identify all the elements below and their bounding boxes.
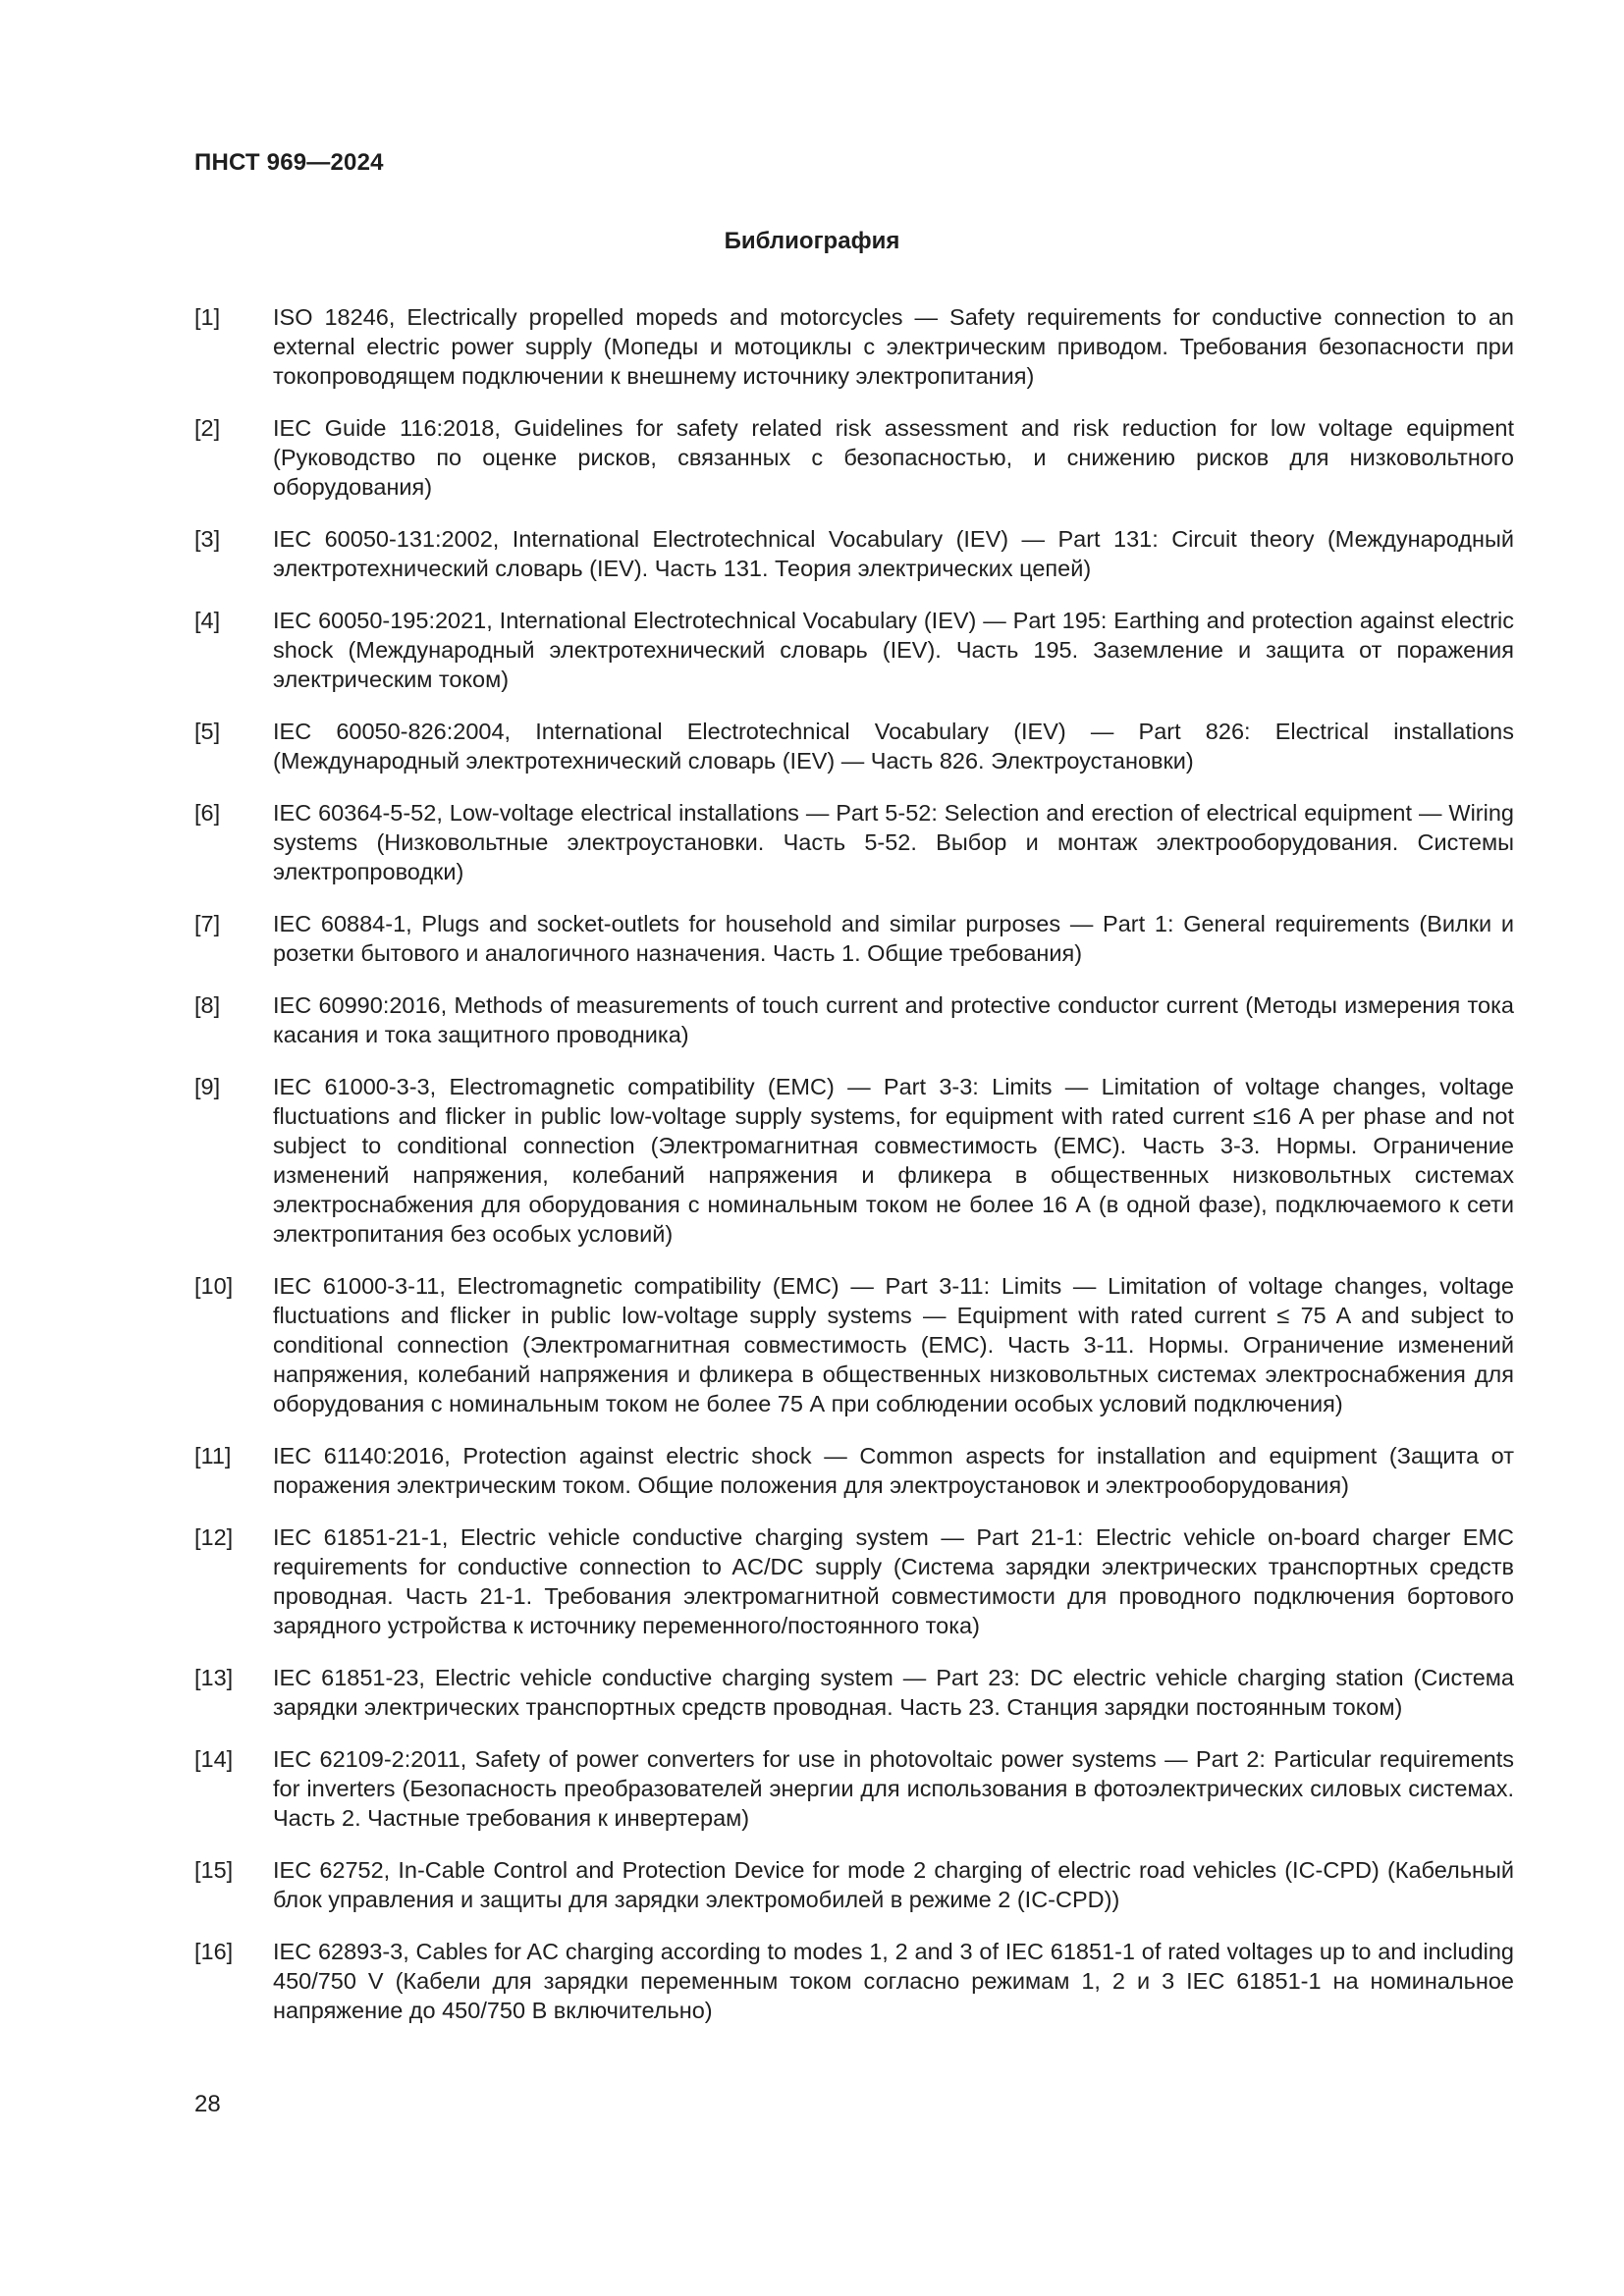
bibliography-entry bbox=[194, 1663, 1514, 1722]
entry-text: IEC 62752, In-Cable Control and Protection Device for mode 2 charging of electric road vehicles (IC-CPD) (Кабельный блок управления и защиты для зарядки электромобилей в режиме 2 (IC-CPD)) bbox=[273, 1857, 1514, 1912]
entry-text: IEC 61851-23, Electric vehicle conductive charging system — Part 23: DC electric vehicle charging station (Система зарядки электрических транспортных средств проводная. Часть 23. Станция зарядки постоянным током) bbox=[273, 1665, 1514, 1720]
bibliography-entry bbox=[194, 1271, 1514, 1418]
entry-number: [5] bbox=[194, 719, 221, 744]
bibliography-entry bbox=[194, 1744, 1514, 1833]
entry-number: [4] bbox=[194, 608, 221, 633]
entry-text: IEC 60050-826:2004, International Electrotechnical Vocabulary (IEV) — Part 826: Electrical installations (Международный электротехнический словарь (IEV) — Часть 826. Электроустановки) bbox=[273, 719, 1514, 774]
entry-number: [14] bbox=[194, 1746, 234, 1772]
entry-text: IEC 60884-1, Plugs and socket-outlets for household and similar purposes — Part 1: General requirements (Вилки и розетки бытового и аналогичного назначения. Часть 1. Общие требования) bbox=[273, 911, 1514, 966]
entry-text: IEC 60050-131:2002, International Electrotechnical Vocabulary (IEV) — Part 131: Circuit theory (Международный электротехнический словарь (IEV). Часть 131. Теория электрических цепей) bbox=[273, 526, 1514, 581]
section-title: Библиография bbox=[724, 228, 900, 254]
bibliography-entry bbox=[194, 1072, 1514, 1249]
bibliography-entry bbox=[194, 909, 1514, 968]
entry-text: IEC 61140:2016, Protection against electric shock — Common aspects for installation and equipment (Защита от поражения электрическим током. Общие положения для электроустановок и электрооборудования) bbox=[273, 1443, 1514, 1498]
entry-number: [11] bbox=[194, 1443, 232, 1468]
entry-number: [9] bbox=[194, 1074, 221, 1099]
bibliography-entry bbox=[194, 413, 1514, 502]
bibliography-entry bbox=[194, 1522, 1514, 1640]
entry-number: [6] bbox=[194, 800, 221, 826]
bibliography-entry bbox=[194, 1937, 1514, 2025]
bibliography-entry bbox=[194, 606, 1514, 694]
bibliography-entry bbox=[194, 990, 1514, 1049]
bibliography-entry bbox=[194, 302, 1514, 391]
entry-number: [16] bbox=[194, 1939, 234, 1964]
document-code: ПНСТ 969—2024 bbox=[194, 149, 384, 176]
entry-text: IEC Guide 116:2018, Guidelines for safety related risk assessment and risk reduction for low voltage equipment (Руководство по оценке рисков, связанных с безопасностью, и снижению рисков для низковольтного оборудования) bbox=[273, 415, 1514, 500]
entry-text: IEC 60364-5-52, Low-voltage electrical installations — Part 5-52: Selection and erection of electrical equipment — Wiring systems (Низковольтные электроустановки. Часть 5-52. Выбор и монтаж электрооборудования. Системы электропроводки) bbox=[273, 800, 1514, 884]
bibliography-entry bbox=[194, 1441, 1514, 1500]
bibliography-entry bbox=[194, 1855, 1514, 1914]
entry-number: [8] bbox=[194, 992, 221, 1018]
page-number: 28 bbox=[194, 2091, 221, 2117]
entry-number: [3] bbox=[194, 526, 221, 552]
entry-number: [15] bbox=[194, 1857, 234, 1883]
entry-text: IEC 60990:2016, Methods of measurements of touch current and protective conductor current (Методы измерения тока касания и тока защитного проводника) bbox=[273, 992, 1514, 1047]
entry-number: [12] bbox=[194, 1524, 234, 1550]
entry-number: [7] bbox=[194, 911, 221, 936]
entry-text: IEC 61851-21-1, Electric vehicle conductive charging system — Part 21-1: Electric vehicle on-board charger EMC requirements for conductive connection to AC/DC supply (Система зарядки электрических транспортных средств проводная. Часть 21-1. Требования электромагнитной совместимости для проводного подключения бортового зарядного устройства к источнику переменного/постоянного тока) bbox=[273, 1524, 1514, 1638]
entry-text: ISO 18246, Electrically propelled mopeds and motorcycles — Safety requirements for conductive connection to an external electric power supply (Мопеды и мотоциклы с электрическим приводом. Требования безопасности при токопроводящем подключении к внешнему источнику электропитания) bbox=[273, 304, 1514, 389]
entry-text: IEC 60050-195:2021, International Electrotechnical Vocabulary (IEV) — Part 195: Earthing and protection against electric shock (Международный электротехнический словарь (IEV). Часть 195. Заземление и защита от поражения электрическим током) bbox=[273, 608, 1514, 692]
entry-number: [13] bbox=[194, 1665, 234, 1690]
entry-text: IEC 62109-2:2011, Safety of power converters for use in photovoltaic power systems — Part 2: Particular requirements for inverters (Безопасность преобразователей энергии для использования в фотоэлектрических силовых системах. Часть 2. Частные требования к инвертерам) bbox=[273, 1746, 1514, 1831]
bibliography-entry bbox=[194, 524, 1514, 583]
bibliography-list bbox=[194, 302, 1514, 2048]
entry-number: [1] bbox=[194, 304, 221, 330]
bibliography-entry bbox=[194, 798, 1514, 886]
entry-number: [10] bbox=[194, 1273, 234, 1299]
entry-text: IEC 62893-3, Cables for AC charging according to modes 1, 2 and 3 of IEC 61851-1 of rated voltages up to and including 450/750 V (Кабели для зарядки переменным током согласно режимам 1, 2 и 3 IEC 61851-1 на номинальное напряжение до 450/750 В включительно) bbox=[273, 1939, 1514, 2023]
entry-text: IEC 61000-3-3, Electromagnetic compatibility (EMC) — Part 3-3: Limits — Limitation of voltage changes, voltage fluctuations and flicker in public low-voltage supply systems, for equipment with rated current ≤16 A per phase and not subject to conditional connection (Электромагнитная совместимость (ЕМС). Часть 3-3. Нормы. Ограничение изменений напряжения, колебаний напряжения и фликера в общественных низковольтных системах электроснабжения для оборудования с номинальным током не более 16 А (в одной фазе), подключаемого к сети электропитания без особых условий) bbox=[273, 1074, 1514, 1247]
entry-number: [2] bbox=[194, 415, 221, 441]
entry-text: IEC 61000-3-11, Electromagnetic compatibility (EMC) — Part 3-11: Limits — Limitation of voltage changes, voltage fluctuations and flicker in public low-voltage supply systems — Equipment with rated current ≤ 75 A and subject to conditional connection (Электромагнитная совместимость (ЕМС). Часть 3-11. Нормы. Ограничение изменений напряжения, колебаний напряжения и фликера в общественных низковольтных системах электроснабжения для оборудования с номинальным током не более 75 А при соблюдении особых условий подключения) bbox=[273, 1273, 1514, 1416]
bibliography-entry bbox=[194, 717, 1514, 775]
